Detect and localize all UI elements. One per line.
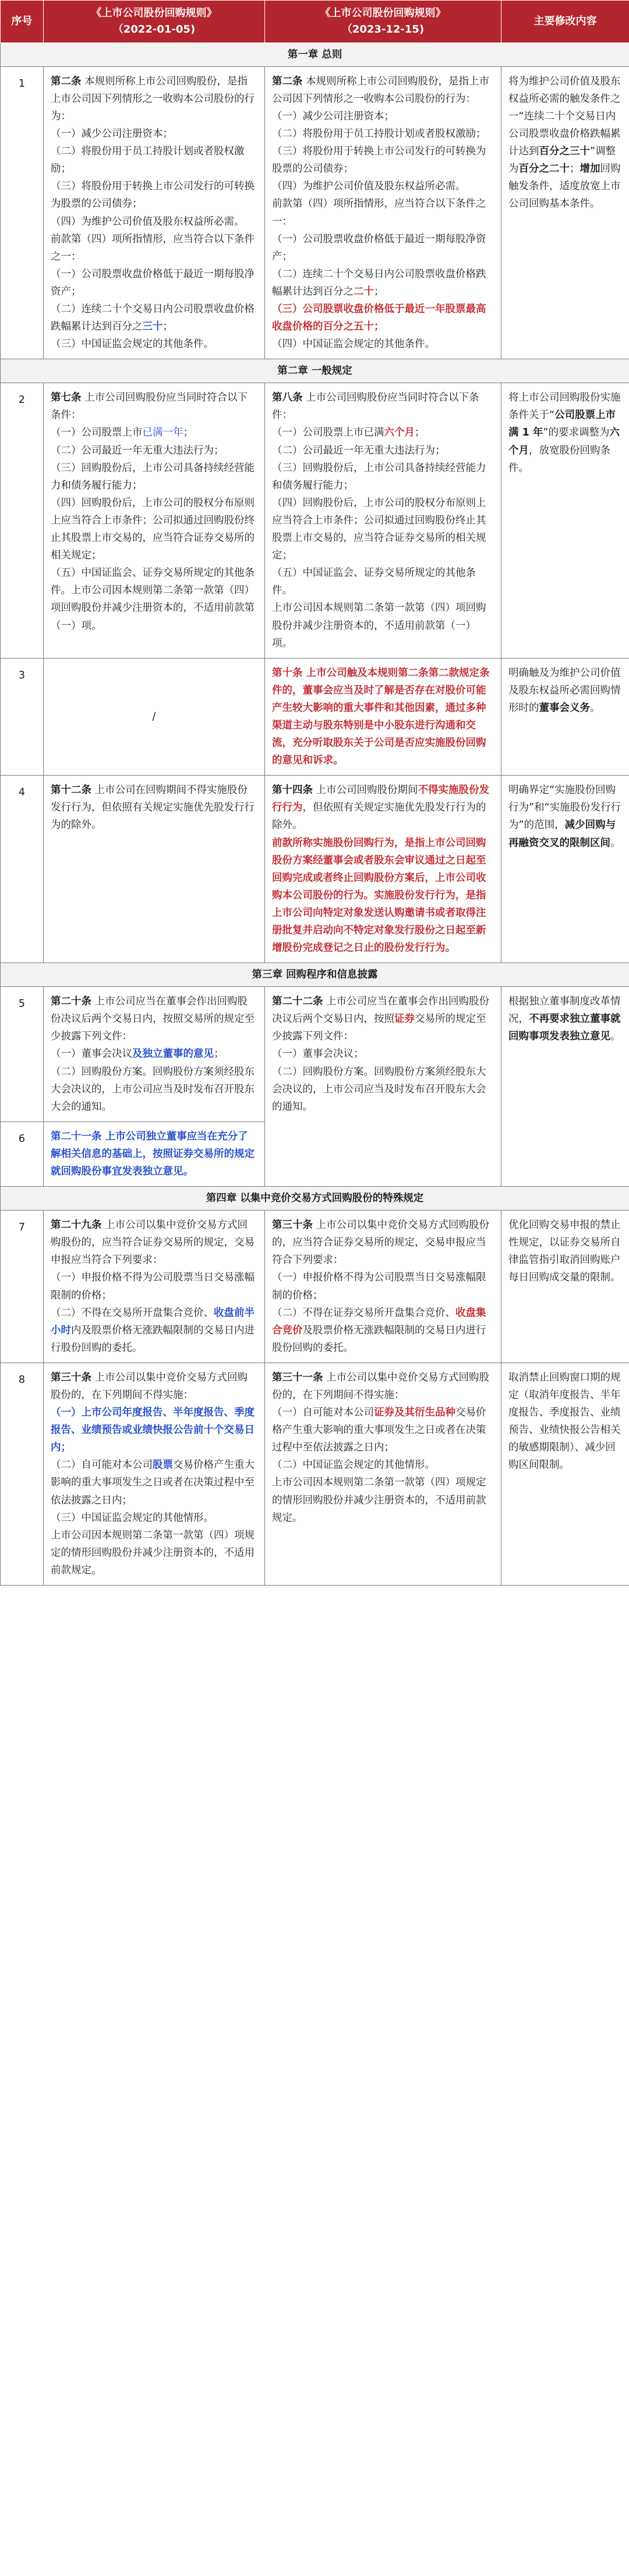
old-rule-cell: 第二条 本规则所称上市公司回购股份，是指上市公司因下列情形之一收购本公司股份的行为： （一）减少公司注册资本； （二）将股份用于员工持股计划或者股权激励； （三）将股份用于转换上市公司发行的可转换为股票的公司债券； （四）为维护公司价值及股东权益所必需。 前款第（四）项所指情形，应当符合以下条件之一： （一）公司股票收盘价格低于最近一期每股净资产； （二）连续二十个交易日内公司股票收盘价格跌幅累计达到百分之三十； （三）中国证监会规定的其他条件。 [44, 66, 265, 359]
header-summary: 主要修改内容 [501, 1, 629, 43]
new-rule-cell: 第十条 上市公司触及本规则第二条第二款规定条件的，董事会应当及时了解是否存在对股价可能产生较大影响的重大事件和其他因素，通过多种渠道主动与股东特别是中小股东进行沟通和交流，充分听取股东关于公司是否应实施股份回购的意见和诉求。 [265, 658, 501, 776]
row-number: 5 [1, 987, 44, 1122]
old-rule-cell: 第二十九条 上市公司以集中竞价交易方式回购股份的，应当符合证券交易所的规定，交易申报应当符合下列要求： （一）申报价格不得为公司股票当日交易涨幅限制的价格； （二）不得在交易所开盘集合竞价、收盘前半小时内及股票价格无涨跌幅限制的交易日内进行股份回购的委托。 [44, 1211, 265, 1363]
row-number: 2 [1, 383, 44, 658]
header-no: 序号 [1, 1, 44, 43]
header-old-rules: 《上市公司股份回购规则》 （2022-01-05) [44, 1, 265, 43]
header-new-rules: 《上市公司股份回购规则》 （2023-12-15) [265, 1, 501, 43]
new-rule-cell: 第十四条 上市公司回购股份期间不得实施股份发行行为，但依照有关规定实施优先股发行行为的除外。 前款所称实施股份回购行为，是指上市公司回购股份方案经董事会或者股东会审议通过之日起至回购完成或者终止回购股份方案后，上市公司收购本公司股份的行为。实施股份发行行为，是指上市公司向特定对象发送认购邀请书或者取得注册批复并启动向不特定对象发行股份之日起至新增股份完成登记之日止的股份发行行为。 [265, 776, 501, 963]
old-rule-cell: 第七条 上市公司回购股份应当同时符合以下条件： （一）公司股票上市已满一年； （二）公司最近一年无重大违法行为； （三）回购股份后，上市公司具备持续经营能力和债务履行能力； （四）回购股份后，上市公司的股权分布原则上应当符合上市条件；公司拟通过回购股份终止其股票上市交易的，应当符合证券交易所的相关规定； （五）中国证监会、证券交易所规定的其他条件。上市公司因本规则第二条第一款第（四）项回购股份并减少注册资本的，不适用前款第（一）项。 [44, 383, 265, 658]
old-rule-cell: 第三十条 上市公司以集中竞价交易方式回购股份的，在下列期间不得实施： （一）上市公司年度报告、半年度报告、季度报告、业绩预告或业绩快报公告前十个交易日内； （二）自可能对本公司股票交易价格产生重大影响的重大事项发生之日或者在决策过程中至依法披露之日内； （三）中国证监会规定的其他情形。 上市公司因本规则第二条第一款第（四）项规定的情形回购股份并减少注册资本的，不适用前款规定。 [44, 1363, 265, 1585]
chapter-title: 第二章 一般规定 [1, 359, 629, 383]
summary-cell: 明确触及为维护公司价值及股东权益所必需回购情形时的董事会义务。 [501, 658, 629, 776]
new-rule-cell: 第三十条 上市公司以集中竞价交易方式回购股份的，应当符合证券交易所的规定，交易申报应当符合下列要求： （一）申报价格不得为公司股票当日交易涨幅限制的价格； （二）不得在证券交易所开盘集合竞价、收盘集合竞价及股票价格无涨跌幅限制的交易日内进行股份回购的委托。 [265, 1211, 501, 1363]
chapter-row [1, 43, 629, 66]
row-number: 8 [1, 1363, 44, 1585]
old-rule-cell: 第二十条 上市公司应当在董事会作出回购股份决议后两个交易日内，按照交易所的规定至少披露下列文件： （一）董事会决议及独立董事的意见； （二）回购股份方案。回购股份方案须经股东大会决议的，上市公司应当及时发布召开股东大会的通知。 [44, 987, 265, 1122]
chapter-title: 第三章 回购程序和信息披露 [1, 963, 629, 987]
chapter-title: 第一章 总则 [1, 43, 629, 66]
old-rule-cell: 第十二条 上市公司在回购期间不得实施股份发行行为，但依照有关规定实施优先股发行行为的除外。 [44, 776, 265, 963]
table-header-row [1, 1, 629, 43]
table-row [1, 658, 629, 776]
row-number: 1 [1, 66, 44, 359]
row-number: 7 [1, 1211, 44, 1363]
chapter-row [1, 359, 629, 383]
row-number: 6 [1, 1121, 44, 1186]
summary-cell: 取消禁止回购窗口期的规定（取消年度报告、半年度报告、季度报告、业绩预告、业绩快报公告相关的敏感期限制）、减少回购区间限制。 [501, 1363, 629, 1585]
old-rule-cell: 第二十一条 上市公司独立董事应当在充分了解相关信息的基础上，按照证券交易所的规定就回购股份事宜发表独立意见。 [44, 1121, 265, 1186]
new-rule-cell: 第八条 上市公司回购股份应当同时符合以下条件： （一）公司股票上市已满六个月； （二）公司最近一年无重大违法行为； （三）回购股份后，上市公司具备持续经营能力和债务履行能力； （四）回购股份后，上市公司的股权分布原则上应当符合上市条件；公司拟通过回购股份终止其股票上市交易的，应当符合证券交易所的相关规定； （五）中国证监会、证券交易所规定的其他条件。 上市公司因本规则第二条第一款第（四）项回购股份并减少注册资本的，不适用前款第（一）项。 [265, 383, 501, 658]
summary-cell: 明确界定“实施股份回购行为”和“实施股份发行行为”的范围，减少回购与再融资交叉的限制区间。 [501, 776, 629, 963]
table-row [1, 383, 629, 658]
new-rule-cell: 第二十二条 上市公司应当在董事会作出回购股份决议后两个交易日内，按照证券交易所的规定至少披露下列文件： （一）董事会决议； （二）回购股份方案。回购股份方案须经股东大会决议的，上市公司应当及时发布召开股东大会的通知。 [265, 987, 501, 1187]
chapter-title: 第四章 以集中竞价交易方式回购股份的特殊规定 [1, 1187, 629, 1211]
table-row [1, 776, 629, 963]
old-rule-cell: / [44, 658, 265, 776]
summary-cell: 优化回购交易申报的禁止性规定，以证券交易所自律监管指引取消回购账户每日回购成交量的限制。 [501, 1211, 629, 1363]
table-row [1, 1211, 629, 1363]
chapter-row [1, 1187, 629, 1211]
summary-cell: 根据独立董事制度改革情况，不再要求独立董事就回购事项发表独立意见。 [501, 987, 629, 1187]
new-rule-cell: 第二条 本规则所称上市公司回购股份，是指上市公司因下列情形之一收购本公司股份的行为： （一）减少公司注册资本； （二）将股份用于员工持股计划或者股权激励； （三）将股份用于转换上市公司发行的可转换为股票的公司债券； （四）为维护公司价值及股东权益所必需。 前款第（四）项所指情形，应当符合以下条件之一： （一）公司股票收盘价格低于最近一期每股净资产； （二）连续二十个交易日内公司股票收盘价格跌幅累计达到百分之二十； （三）公司股票收盘价格低于最近一年股票最高收盘价格的百分之五十； （四）中国证监会规定的其他条件。 [265, 66, 501, 359]
chapter-row [1, 963, 629, 987]
summary-cell: 将上市公司回购股份实施条件关于“公司股票上市满 1 年”的要求调整为六个月，放宽股份回购条件。 [501, 383, 629, 658]
row-number: 4 [1, 776, 44, 963]
new-rule-cell: 第三十一条 上市公司以集中竞价交易方式回购股份的，在下列期间不得实施： （一）自可能对本公司证券及其衍生品种交易价格产生重大影响的重大事项发生之日或者在决策过程中至依法披露之日内； （二）中国证监会规定的其他情形。 上市公司因本规则第二条第一款第（四）项规定的情形回购股份并减少注册资本的，不适用前款规定。 [265, 1363, 501, 1585]
row-number: 3 [1, 658, 44, 776]
summary-cell: 将为维护公司价值及股东权益所必需的触发条件之一“连续二十个交易日内公司股票收盘价格跌幅累计达到百分之三十”调整为百分之二十；增加回购触发条件，适度放宽上市公司回购基本条件。 [501, 66, 629, 359]
table-row [1, 1363, 629, 1585]
table-row [1, 987, 629, 1122]
table-row [1, 66, 629, 359]
